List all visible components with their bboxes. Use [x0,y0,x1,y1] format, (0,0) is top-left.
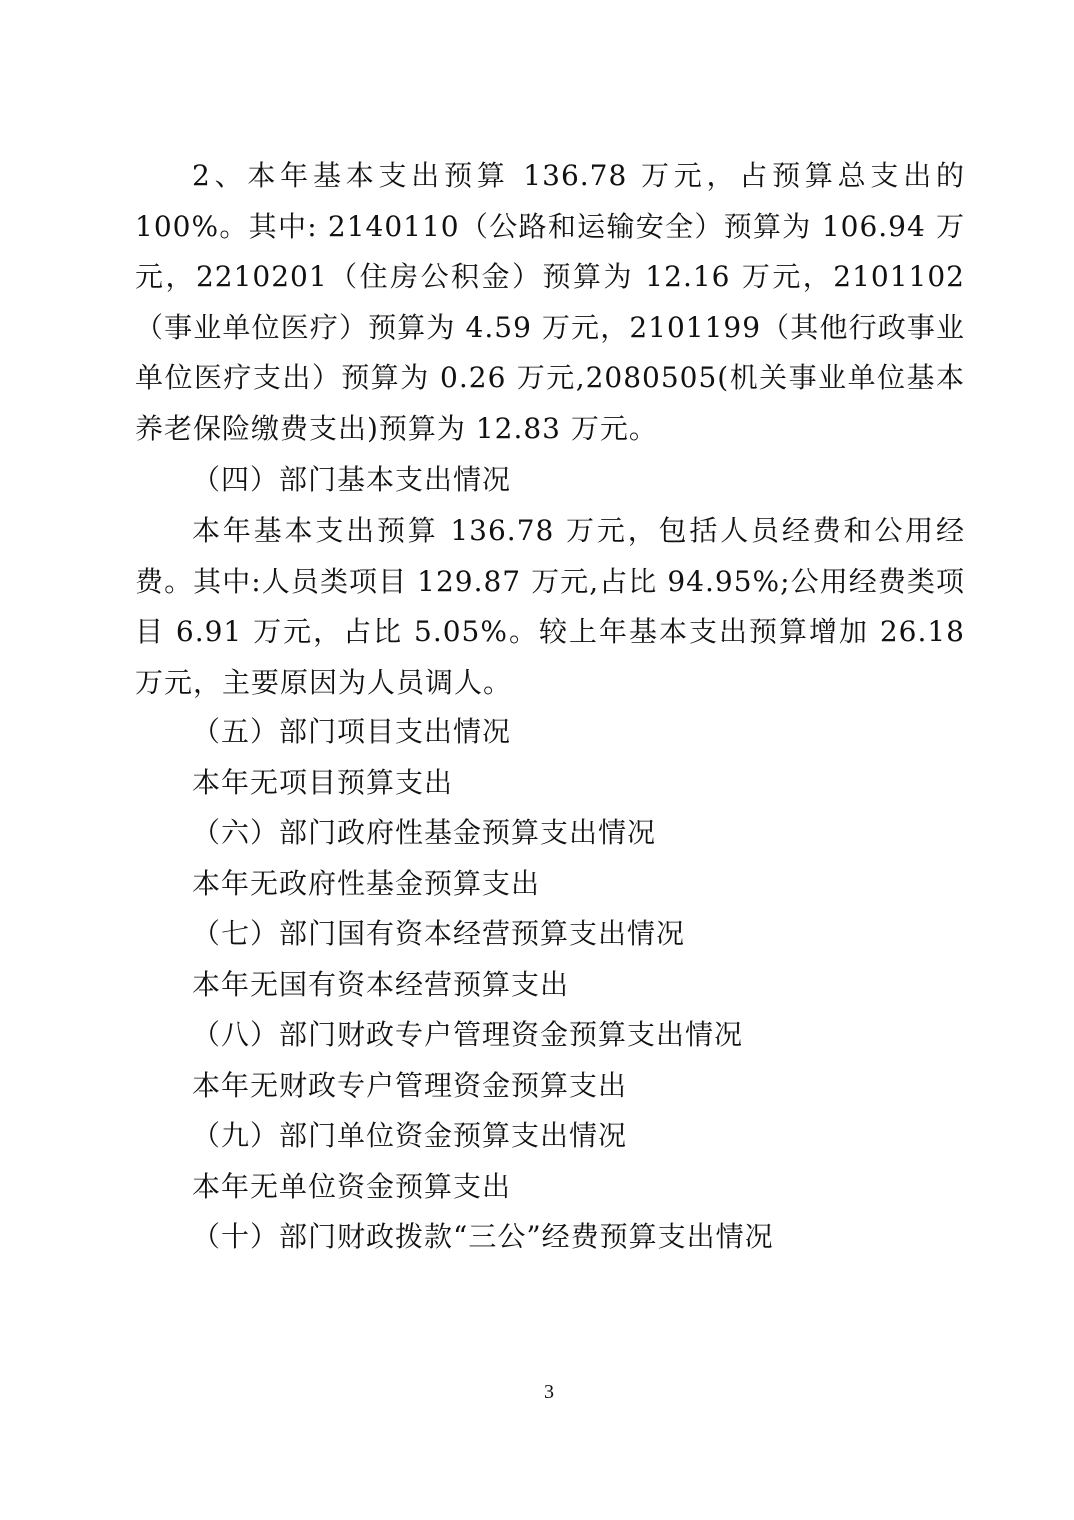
paragraph-text: 2、本年基本支出预算 136.78 万元，占预算总支出的 100%。其中: 2140110（公路和运输安全）预算为 106.94 万元，2210201（住房公积金）预算为 12.16 万元，2101102（事业单位医疗）预算为 4.59 万元，2101199（其他行政事业单位医疗支出）预算为 0.26 万元,2080505(机关事业单位基本养老保险缴费支出)预算为 12.83 万元。 [135,159,965,445]
section-text-5: 本年无项目预算支出 [192,766,454,799]
section-heading-10: （十）部门财政拨款“三公”经费预算支出情况 [192,1220,774,1253]
section-heading-7: （七）部门国有资本经营预算支出情况 [192,917,686,950]
section-heading-5: （五）部门项目支出情况 [192,715,512,748]
section-heading-9: （九）部门单位资金预算支出情况 [192,1119,628,1152]
paragraph-text: 本年基本支出预算 136.78 万元，包括人员经费和公用经费。其中:人员类项目 129.87 万元,占比 94.95%;公用经费类项目 6.91 万元，占比 5.05%。较上年基本支出预算增加 26.18 万元，主要原因为人员调人。 [135,514,965,699]
section-text-6: 本年无政府性基金预算支出 [192,867,541,900]
section-heading-4: （四）部门基本支出情况 [192,463,512,496]
section-text-8: 本年无财政专户管理资金预算支出 [192,1069,628,1102]
page-number: 3 [544,1381,554,1403]
section-heading-8: （八）部门财政专户管理资金预算支出情况 [192,1018,744,1051]
section-text-7: 本年无国有资本经营预算支出 [192,968,570,1001]
section-heading-6: （六）部门政府性基金预算支出情况 [192,816,657,849]
paragraph-basic-expenditure-budget [135,151,965,454]
paragraph-department-basic-expenditure [135,506,965,708]
section-text-9: 本年无单位资金预算支出 [192,1170,512,1203]
